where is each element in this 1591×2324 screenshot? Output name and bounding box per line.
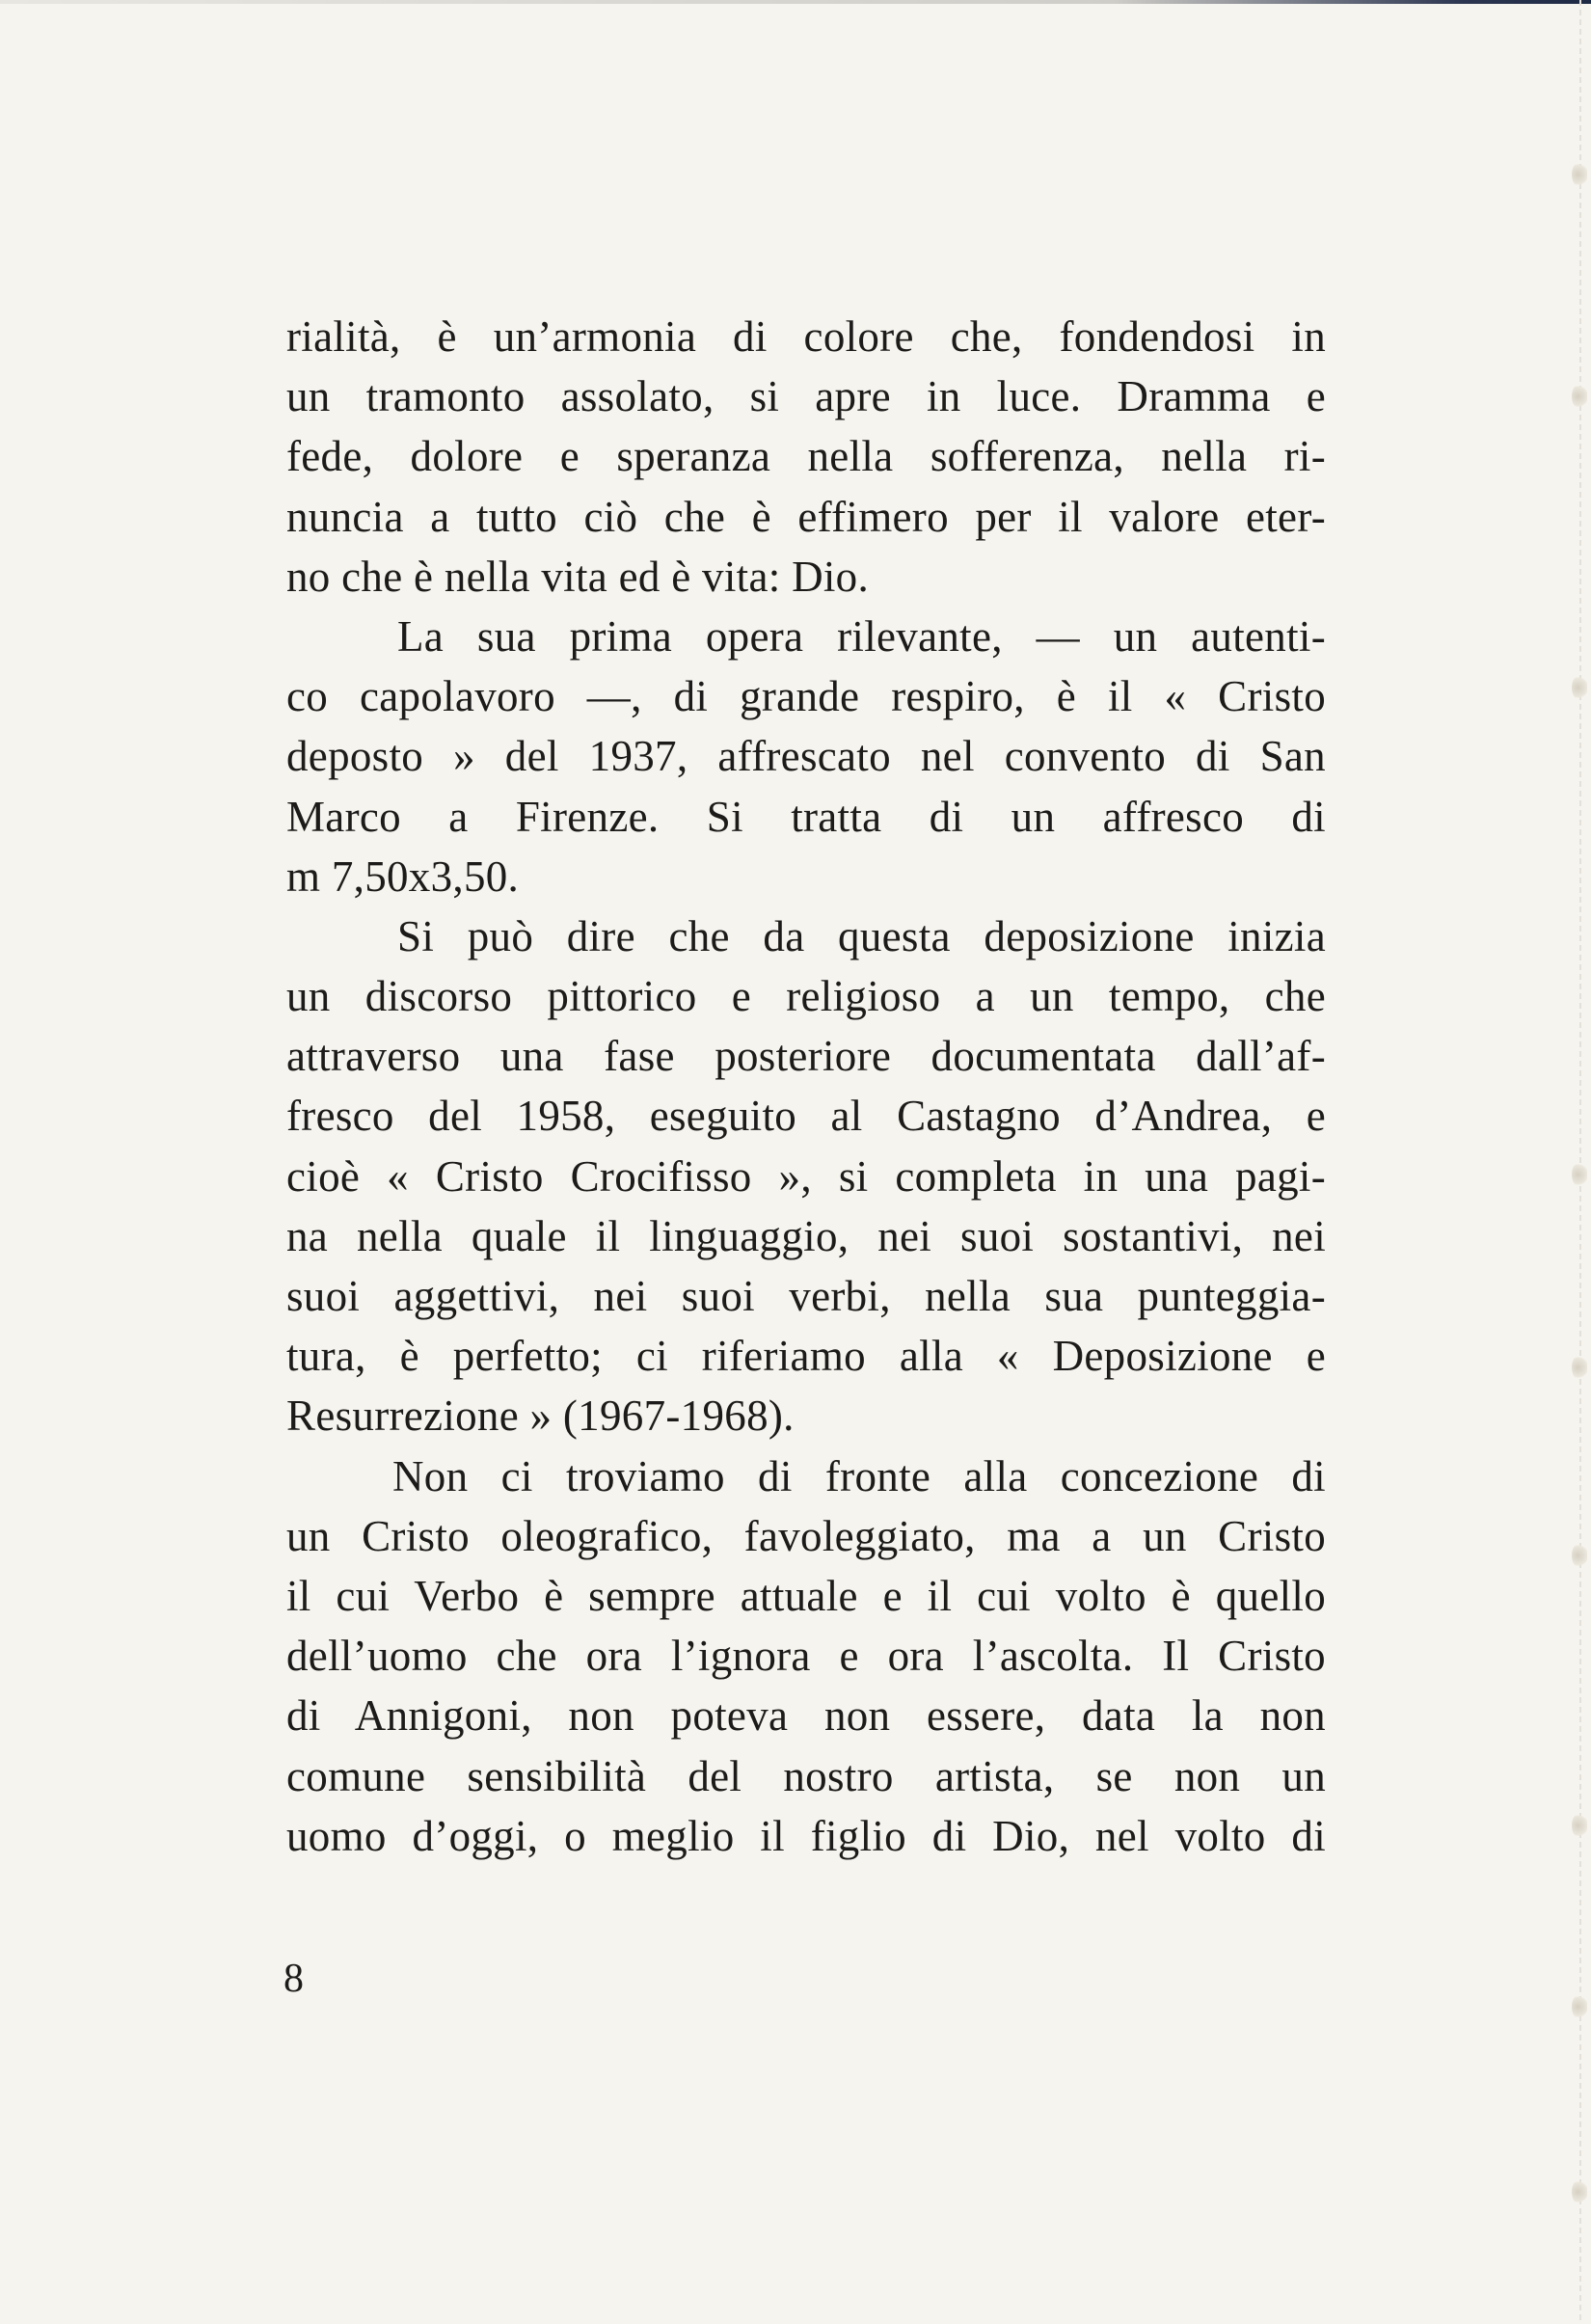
text-line: Non ci troviamo di fronte alla concezione di	[392, 1451, 1326, 1500]
binding-stitch	[1572, 1543, 1587, 1568]
text-line: dell’uomo che ora l’ignora e ora l’ascolta. Il Cristo	[286, 1632, 1326, 1681]
paragraph	[286, 607, 1326, 906]
text-line: uomo d’oggi, o meglio il figlio di Dio, nel volto di	[286, 1811, 1326, 1860]
text-line: na nella quale il linguaggio, nei suoi sostantivi, nei	[286, 1211, 1326, 1260]
page-number: 8	[283, 1957, 304, 2001]
text-line: rialità, è un’armonia di colore che, fondendosi in	[286, 312, 1326, 361]
text-line: comune sensibilità del nostro artista, se non un	[286, 1751, 1326, 1800]
text-line: Marco a Firenze. Si tratta di un affresco di	[286, 792, 1326, 841]
binding-stitch	[1572, 1355, 1587, 1380]
binding-stitch	[1572, 675, 1587, 700]
text-line: deposto » del 1937, affrescato nel convento di San	[286, 732, 1326, 781]
text-line: Si può dire che da questa deposizione inizia	[397, 911, 1326, 960]
text-line: un discorso pittorico e religioso a un tempo, che	[286, 972, 1326, 1021]
paragraph	[286, 1446, 1326, 1866]
binding-stitch	[1572, 1994, 1587, 2019]
text-line: fresco del 1958, eseguito al Castagno d’Andrea, e	[286, 1092, 1326, 1141]
body-text	[286, 307, 1326, 1866]
paragraph	[286, 906, 1326, 1446]
text-line: Resurrezione » (1967-1968).	[286, 1392, 795, 1441]
text-line: tura, è perfetto; ci riferiamo alla « Deposizione e	[286, 1332, 1326, 1381]
text-line: nuncia a tutto ciò che è effimero per il valore eter-	[286, 492, 1326, 541]
text-line: suoi aggettivi, nei suoi verbi, nella sua punteggia-	[286, 1272, 1326, 1321]
text-line: La sua prima opera rilevante, — un autenti-	[397, 611, 1326, 661]
binding-stitch	[1572, 1813, 1587, 1838]
text-line: cioè « Cristo Crocifisso », si completa in una pagi-	[286, 1151, 1326, 1201]
text-line: il cui Verbo è sempre attuale e il cui volto è quello	[286, 1571, 1326, 1620]
text-line: m 7,50x3,50.	[286, 851, 520, 901]
text-line: un tramonto assolato, si apre in luce. Dramma e	[286, 372, 1326, 421]
binding-stitch	[1572, 162, 1587, 187]
text-line: co capolavoro —, di grande respiro, è il « Cristo	[286, 672, 1326, 721]
binding-stitch	[1572, 2179, 1587, 2204]
text-line: no che è nella vita ed è vita: Dio.	[286, 552, 870, 601]
binding-stitch	[1572, 384, 1587, 409]
text-line: attraverso una fase posteriore documentata dall’af-	[286, 1032, 1326, 1081]
text-line: di Annigoni, non poteva non essere, data la non	[286, 1691, 1326, 1741]
page-top-edge	[0, 0, 1591, 4]
text-line: un Cristo oleografico, favoleggiato, ma a un Cristo	[286, 1511, 1326, 1560]
text-line: fede, dolore e speranza nella sofferenza, nella ri-	[286, 432, 1326, 481]
paragraph	[286, 307, 1326, 607]
binding-stitch	[1572, 1162, 1587, 1187]
